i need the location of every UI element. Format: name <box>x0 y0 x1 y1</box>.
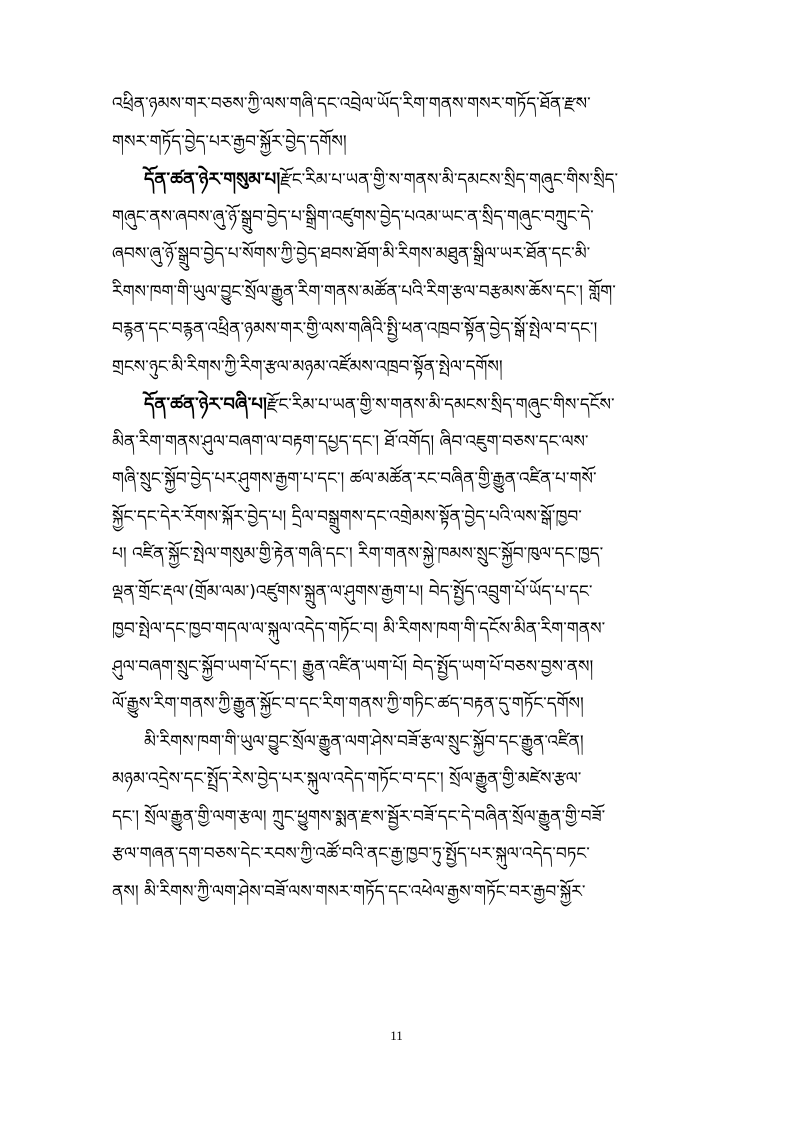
text-line: རིགས་ཁག་གི་ཡུལ་བྱུང་སྲོལ་རྒྱུན་རིག་གནས་མཚོན་པའི་རིག་རྩལ་བརྩམས་ཆོས་དང་། གློག་ <box>112 281 616 302</box>
page-body <box>112 86 684 911</box>
paragraph-section-24 <box>112 386 684 724</box>
paragraph-section-23 <box>112 161 684 386</box>
text-line: སྐྱོང་དང་དེར་རོགས་སྐོར་བྱེད་པ། དྲིལ་བསྒྲུགས་དང་འགྲེམས་སྟོན་བྱེད་པའི་ལས་སྒོ་ཁྱབ་ <box>112 506 582 527</box>
page-number: 11 <box>390 1028 403 1043</box>
text-line: པ། འཛིན་སྐྱོང་སྤེལ་གསུམ་གྱི་རྟེན་གཞི་དང་། རིག་གནས་སྐྱེ་ཁམས་སྲུང་སྐྱོབ་ཁུལ་དང་ཁྱད་ <box>112 544 604 564</box>
section-heading: དོན་ཚན་ཉེར་བཞི་པ། <box>144 394 267 415</box>
text-line: བརྙན་དང་བརྙན་འཕྲིན་ཉམས་གར་གྱི་ལས་གཞིའི་སྤྱི་ཕན་འཁྲབ་སྟོན་བྱེད་སྒོ་སྤེལ་བ་དང་། <box>112 319 598 339</box>
text-line: ལྡན་གྲོང་རྡལ་(གྲོམ་ལམ་)འཛུགས་སྐྲུན་ལ་ཤུགས་རྒྱག་པ། བེད་སྤྱོད་འབྲུག་པོ་ཡོད་པ་དང་ <box>112 581 593 602</box>
section-heading: དོན་ཚན་ཉེར་གསུམ་པ། <box>144 169 281 190</box>
text-line: གཞི་སྲུང་སྐྱོབ་བྱེད་པར་ཤུགས་རྒྱག་པ་དང་། ཚལ་མཚོན་རང་བཞིན་གྱི་རྒྱུན་འཛིན་པ་གསོ་ <box>112 469 597 489</box>
text-line: མི་རིགས་ཁག་གི་ཡུལ་བྱུང་སྲོལ་རྒྱུན་ལག་ཤེས་བཟོ་རྩལ་སྲུང་སྐྱོབ་དང་རྒྱུན་འཛིན། <box>144 731 584 752</box>
text-line: གཞུང་ནས་ཞབས་ཞུ་ཉོ་སྒྲུབ་བྱེད་པ་སྒྲིག་འཛུགས་བྱེད་པའམ་ཡང་ན་སྲིད་གཞུང་བཀྲུང་དེ་ <box>112 206 594 227</box>
text-line: ཁྱབ་སྤེལ་དང་ཁྱབ་གདལ་ལ་སྐུལ་འདེད་གཏོང་བ། མི་རིགས་ཁག་གི་དངོས་མིན་རིག་གནས་ <box>112 619 606 639</box>
text-line: ཞབས་ཞུ་ཉོ་སྒྲུབ་བྱེད་པ་སོགས་ཀྱི་བྱེད་ཐབས་ཐོག་མི་རིགས་མཐུན་སྒྲིལ་ཡར་ཐོན་དང་མི་ <box>112 244 591 264</box>
text-line: མཉམ་འདྲེས་དང་སྤྲོད་རེས་བྱེད་པར་སྐུལ་འདེད་གཏོང་བ་དང་། སྲོལ་རྒྱུན་གྱི་མཛེས་རྩལ་ <box>112 769 582 789</box>
text-line: གསར་གཏོད་བྱེད་པར་རྒྱབ་སྐྱོར་བྱེད་དགོས། <box>112 131 347 152</box>
text-run: རྫོང་རིམ་པ་ཡན་གྱི་ས་གནས་མི་དམངས་སྲིད་གཞུང་གིས་དངོས་ <box>266 395 615 415</box>
text-line <box>112 161 684 199</box>
text-line: རྩལ་གཞན་དག་བཅས་དེང་རབས་ཀྱི་འཚོ་བའི་ནང་རྒྱ་ཁྱབ་ཏུ་སྤྱོད་པར་སྐུལ་འདེད་བཏང་ <box>112 844 590 864</box>
text-run: རྫོང་རིམ་པ་ཡན་གྱི་ས་གནས་མི་དམངས་སྲིད་གཞུང་གིས་སྲིད་ <box>280 170 619 190</box>
text-line: གྲངས་ཉུང་མི་རིགས་ཀྱི་རིག་རྩལ་མཉམ་འཛོམས་འཁྲབ་སྟོན་སྤེལ་དགོས། <box>112 356 503 377</box>
text-line: ཤུལ་བཞག་སྲུང་སྐྱོབ་ཡག་པོ་དང་། རྒྱུན་འཛིན་ཡག་པོ། བེད་སྤྱོད་ཡག་པོ་བཅས་བྱས་ནས། <box>112 656 594 677</box>
text-line: ནས། མི་རིགས་ཀྱི་ལག་ཤེས་བཟོ་ལས་གསར་གཏོད་དང་འཕེལ་རྒྱས་གཏོང་བར་རྒྱབ་སྐྱོར་ <box>112 881 586 902</box>
text-line: འཕྲིན་ཉམས་གར་བཅས་ཀྱི་ལས་གཞི་དང་འབྲེལ་ཡོད་རིག་གནས་གསར་གཏོད་ཐོན་རྫས་ <box>112 94 591 114</box>
text-line: མིན་རིག་གནས་ཤུལ་བཞག་ལ་བརྟག་དཔྱད་དང་། ཐོ་འགོད། ཞིབ་འཇུག་བཅས་དང་ལས་ <box>112 431 589 452</box>
paragraph-intro <box>112 86 684 161</box>
paragraph-heritage <box>112 724 684 912</box>
text-line: ལོ་རྒྱུས་རིག་གནས་ཀྱི་རྒྱུན་སྐྱོང་བ་དང་རིག་གནས་ཀྱི་གཏིང་ཚད་བརྟན་དུ་གཏོང་དགོས། <box>112 694 584 714</box>
text-line: དང་། སྲོལ་རྒྱུན་གྱི་ལག་རྩལ། ཀྲུང་ཕྱུགས་སྨན་རྫས་སྦྱོར་བཟོ་དང་དེ་བཞིན་སྲོལ་རྒྱུན་གྱི་བཟོ་ <box>112 806 606 827</box>
text-line <box>112 386 684 424</box>
